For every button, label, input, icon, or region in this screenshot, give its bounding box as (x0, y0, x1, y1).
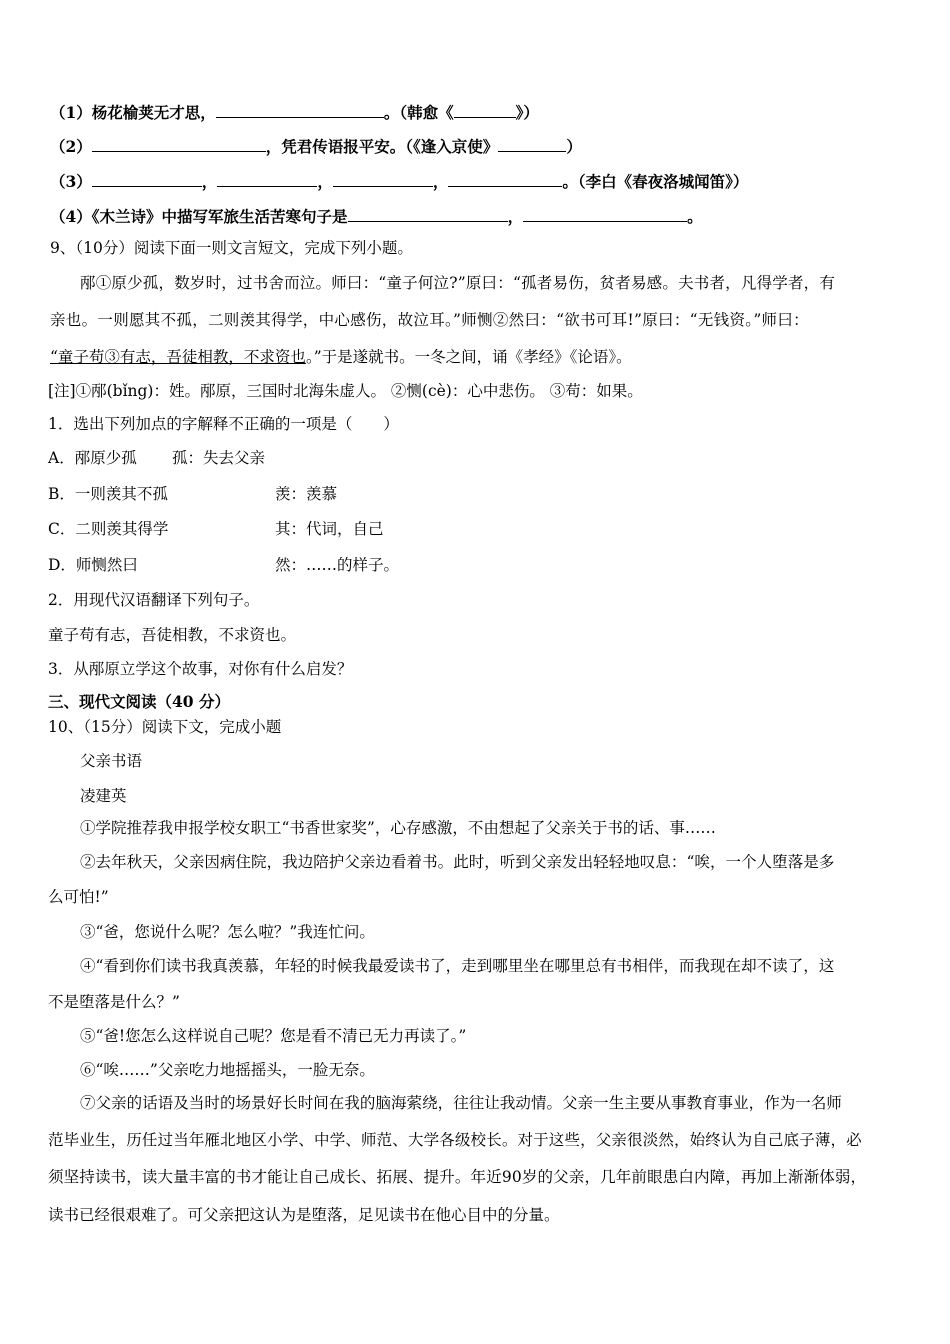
article-paragraph: ②去年秋天，父亲因病住院，我边陪护父亲边看着书。此时，听到父亲发出轻轻地叹息：“唉，一个人堕落是多 (80, 853, 835, 871)
q10-header: 10、（15分）阅读下文，完成小题 (48, 718, 282, 736)
q9-sub1: 1．选出下列加点的字解释不正确的一项是（ ） (48, 415, 399, 433)
option-c[interactable]: C．二则羡其得学 其：代词，自己 (48, 520, 384, 538)
answer-blank[interactable] (92, 171, 202, 187)
answer-blank[interactable] (333, 171, 433, 187)
q9-header: 9、（10分）阅读下面一则文言短文，完成下列小题。 (50, 239, 413, 257)
poem-q3: （3） ， ， ， 。（李白《春夜洛城闻笛》） (50, 172, 749, 191)
article-paragraph-cont: 须坚持读书，读大量丰富的书才能让自己成长、拓展、提升。年近90岁的父亲，几年前眼患白内障，再加上渐渐体弱， (48, 1168, 867, 1186)
answer-blank[interactable] (454, 102, 516, 118)
poem-q2: （2） ，凭君传语报平安。（《逢入京使》 ） (50, 137, 582, 156)
article-paragraph-cont: 不是堕落是什么？” (48, 993, 180, 1011)
underlined-sentence: “童子苟③有志，吾徒相教，不求资也 (50, 348, 306, 366)
answer-blank[interactable] (92, 136, 266, 152)
article-title: 父亲书语 (80, 752, 143, 770)
article-author: 凌建英 (80, 787, 127, 805)
article-paragraph: ①学院推荐我申报学校女职工“书香世家奖”，心存感激，不由想起了父亲关于书的话、事…… (80, 819, 716, 837)
article-paragraph: ④“看到你们读书我真羡慕，年轻的时候我最爱读书了，走到哪里坐在哪里总有书相伴，而我现在却不读了，这 (80, 957, 835, 975)
article-paragraph-cont: 范毕业生，历任过当年雁北地区小学、中学、师范、大学各级校长。对于这些，父亲很淡然，始终认为自己底子薄，必 (48, 1131, 862, 1149)
option-b[interactable]: B．一则羡其不孤 羡：羡慕 (48, 485, 338, 503)
article-paragraph-cont: 么可怕!” (48, 888, 109, 906)
article-paragraph: ⑥“唉……”父亲吃力地摇摇头，一脸无奈。 (80, 1061, 375, 1079)
poem-q1: （1）杨花榆荚无才思， 。（韩愈《 》） (50, 103, 539, 122)
option-d[interactable]: D．师恻然曰 然：……的样子。 (48, 556, 400, 574)
article-paragraph-cont: 读书已经很艰难了。可父亲把这认为是堕落，足见读书在他心目中的分量。 (48, 1206, 560, 1224)
q9-passage-line: “童子苟③有志，吾徒相教，不求资也。”于是遂就书。一冬之间，诵《孝经》《论语》。 (50, 348, 632, 366)
q9-sub2: 2．用现代汉语翻译下列句子。 (48, 591, 260, 609)
q9-sub2-sentence: 童子苟有志，吾徒相教，不求资也。 (48, 626, 297, 644)
article-paragraph: ⑤“爸!您怎么这样说自己呢？您是看不清已无力再读了。” (80, 1027, 467, 1045)
article-paragraph: ③“爸，您说什么呢？怎么啦？”我连忙问。 (80, 923, 375, 941)
answer-blank[interactable] (216, 102, 384, 118)
option-a[interactable]: A．邴原少孤 孤：失去父亲 (48, 449, 266, 467)
answer-blank[interactable] (217, 171, 317, 187)
answer-blank[interactable] (348, 206, 508, 222)
q9-note: [注]①邴(bǐng)：姓。邴原，三国时北海朱虚人。 ②恻(cè)：心中悲伤。 ③苟：如果。 (48, 382, 643, 400)
poem-q4: （4）《木兰诗》中描写军旅生活苦寒句子是 ， 。 (50, 207, 703, 226)
q9-sub3: 3．从邴原立学这个故事，对你有什么启发？ (48, 660, 353, 678)
q9-passage-line: 邴①原少孤，数岁时，过书舍而泣。师曰：“童子何泣?”原曰：“孤者易伤，贫者易感。夫书者，凡得学者，有 (80, 274, 836, 292)
answer-blank[interactable] (498, 136, 566, 152)
answer-blank[interactable] (523, 206, 687, 222)
section-title: 三、现代文阅读（40 分） (48, 692, 230, 711)
answer-blank[interactable] (448, 171, 562, 187)
article-paragraph: ⑦父亲的话语及当时的场景好长时间在我的脑海萦绕，往往让我动情。父亲一生主要从事教育事业，作为一名师 (80, 1094, 842, 1112)
q9-passage-line: 亲也。一则愿其不孤，二则羡其得学，中心感伤，故泣耳。”师恻②然曰：“欲书可耳!”原曰：“无钱资。”师曰： (50, 311, 809, 329)
